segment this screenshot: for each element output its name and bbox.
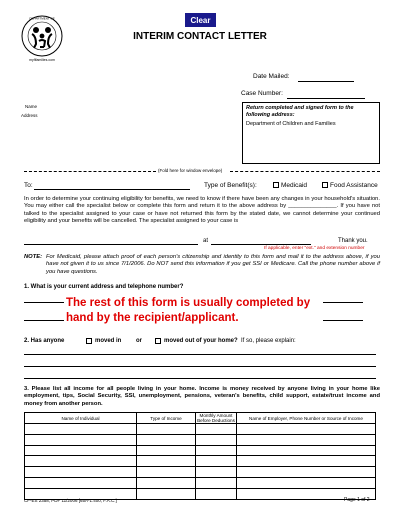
- medicaid-label: Medicaid: [281, 182, 308, 189]
- table-row: [25, 424, 376, 435]
- explain-label: If so, please explain:: [241, 338, 296, 344]
- col-name-header: Name of Individual: [25, 413, 137, 424]
- moved-out-checkbox[interactable]: [155, 338, 161, 344]
- note-label: NOTE:: [24, 254, 43, 260]
- table-cell[interactable]: [25, 467, 137, 478]
- address-label: Address: [21, 113, 38, 118]
- table-cell[interactable]: [25, 434, 137, 445]
- return-address-box: [242, 102, 380, 164]
- table-cell[interactable]: [196, 488, 237, 499]
- food-assistance-checkbox[interactable]: [322, 182, 328, 188]
- page-number: Page 1 of 2: [344, 497, 370, 503]
- col-amount-header: Monthly Amount Before Deductions: [197, 413, 235, 423]
- table-cell[interactable]: [237, 467, 376, 478]
- table-cell[interactable]: [137, 477, 196, 488]
- question-3-text: Income is money received by anyone living in your home like employment, tips, Social Security, SSI, unemployment, pensions, veteran's benefits, child support, estate/trust income and money from another person.: [24, 386, 380, 407]
- logo-url: myflfamilies.com: [29, 58, 55, 62]
- table-cell[interactable]: [137, 424, 196, 435]
- moved-in-label: moved in: [95, 338, 122, 344]
- table-row: [25, 467, 376, 478]
- form-id: CF-ES 2358, PDF 11/2006 [65A-1.400, F.A.C.]: [24, 498, 117, 503]
- svg-text:DEPARTMENT OF: DEPARTMENT OF: [29, 16, 55, 21]
- table-cell[interactable]: [237, 445, 376, 456]
- table-cell[interactable]: [196, 467, 237, 478]
- at-label: at: [203, 238, 209, 244]
- table-cell[interactable]: [196, 424, 237, 435]
- table-cell[interactable]: [137, 445, 196, 456]
- table-row: [25, 434, 376, 445]
- q1-line-2a[interactable]: [24, 320, 64, 321]
- table-row: [25, 477, 376, 488]
- col-type-header: Type of Income: [137, 413, 196, 424]
- q2-line-3[interactable]: [24, 378, 376, 379]
- q2-line-2[interactable]: [24, 366, 376, 367]
- table-cell[interactable]: [25, 456, 137, 467]
- income-table: [24, 412, 376, 500]
- table-row: [25, 456, 376, 467]
- clear-button[interactable]: Clear: [185, 13, 216, 27]
- note-text: For Medicaid, please attach proof of each person's citizenship and identity to this form and mail it to the address above, if you have not given it to us since 7/1/2006. Do NOT send this information if you get SSI or Medicare. Call the phone number above if you have questions.: [46, 254, 380, 275]
- table-cell[interactable]: [196, 445, 237, 456]
- table-cell[interactable]: [196, 456, 237, 467]
- table-cell[interactable]: [25, 445, 137, 456]
- table-cell[interactable]: [137, 434, 196, 445]
- table-cell[interactable]: [237, 477, 376, 488]
- to-field[interactable]: [34, 189, 190, 190]
- q1-line-1a[interactable]: [24, 302, 64, 303]
- specialist-field[interactable]: [24, 244, 198, 245]
- overlay-text-line-2: hand by the recipient/applicant.: [66, 312, 239, 324]
- or-label: or: [136, 338, 142, 344]
- table-cell[interactable]: [237, 434, 376, 445]
- question-2-lead: 2. Has anyone: [24, 338, 65, 344]
- medicaid-checkbox[interactable]: [273, 182, 279, 188]
- fold-line-left: [24, 171, 156, 172]
- table-row: [25, 445, 376, 456]
- to-label: To:: [24, 182, 33, 189]
- table-cell[interactable]: [137, 456, 196, 467]
- name-label: Name: [25, 104, 38, 109]
- question-3-lead: 3. Please list all income for all people living in your home.: [24, 386, 197, 392]
- benefit-label: Type of Benefit(s):: [204, 182, 257, 189]
- table-cell[interactable]: [25, 424, 137, 435]
- page-title: INTERIM CONTACT LETTER: [133, 31, 267, 42]
- table-cell[interactable]: [237, 456, 376, 467]
- fold-line-right: [230, 171, 380, 172]
- table-cell[interactable]: [237, 424, 376, 435]
- question-3: [24, 386, 380, 408]
- moved-in-checkbox[interactable]: [86, 338, 92, 344]
- return-instruction: Return completed and signed form to the following address:: [246, 105, 354, 118]
- table-cell[interactable]: [137, 467, 196, 478]
- table-cell[interactable]: [196, 477, 237, 488]
- thank-you-text: Thank you.: [338, 238, 368, 244]
- table-cell[interactable]: [25, 477, 137, 488]
- case-number-label: Case Number:: [241, 90, 283, 97]
- table-cell[interactable]: [137, 488, 196, 499]
- q2-line-1[interactable]: [24, 354, 376, 355]
- phone-field[interactable]: [211, 244, 311, 245]
- intro-paragraph: In order to determine your continuing eligibility for benefits, we need to know if there have been any changes in your household's situation. You may either call the specialist below or complete this form and return it to the above address by _______________. If you have not talked to the specialist assigned to your case or have not returned this form by the stated date, we cannot determine your continued eligibility and your benefits will be cancelled. The specialist assigned to your case is: [24, 196, 380, 225]
- extension-note: If applicable, enter "ext." and extension number: [264, 246, 365, 251]
- moved-out-label: moved out of your home?: [164, 338, 238, 344]
- food-assistance-label: Food Assistance: [330, 182, 378, 189]
- table-cell[interactable]: [196, 434, 237, 445]
- q1-line-2b[interactable]: [323, 320, 363, 321]
- case-number-field[interactable]: [287, 98, 365, 99]
- date-mailed-label: Date Mailed:: [253, 73, 290, 80]
- income-table-header: [25, 413, 376, 424]
- question-1: 1. What is your current address and telephone number?: [24, 284, 184, 290]
- col-source-header: Name of Employer, Phone Number or Source of Income: [237, 413, 376, 424]
- overlay-text-line-1: The rest of this form is usually completed by: [66, 297, 311, 309]
- fold-line-label: (Fold here for window envelope): [158, 168, 223, 173]
- return-department: Department of Children and Families: [246, 121, 336, 127]
- q1-line-1b[interactable]: [323, 302, 363, 303]
- date-mailed-field[interactable]: [298, 81, 354, 82]
